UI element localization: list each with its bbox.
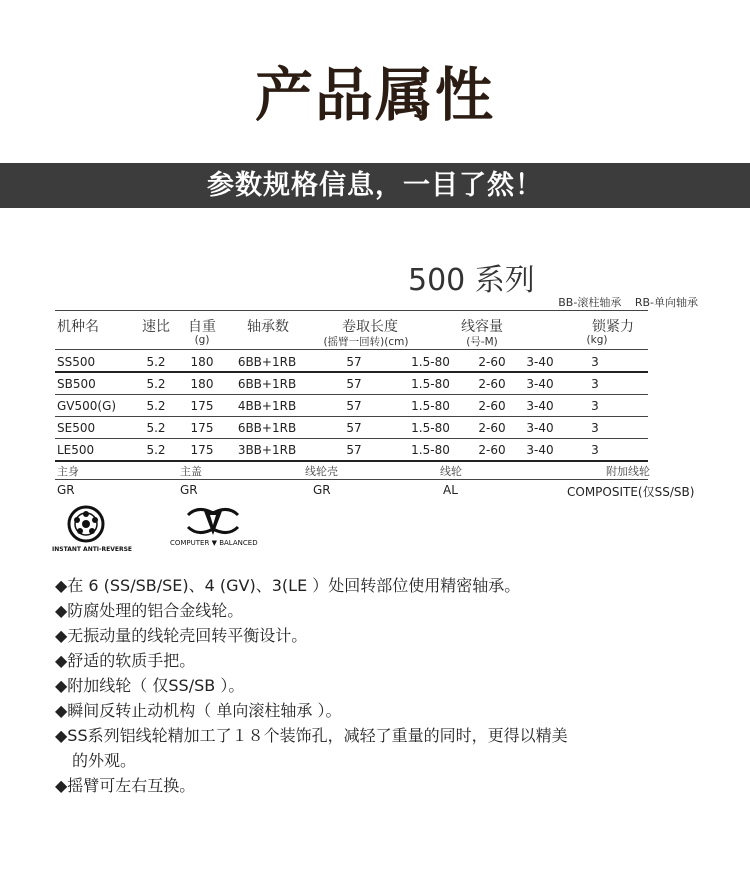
header-capacity-unit: (号-M) <box>466 336 498 348</box>
computer-balanced-logo <box>168 505 258 555</box>
row-capacity-1: 1.5-80 <box>411 399 450 413</box>
row-ratio: 5.2 <box>146 443 166 457</box>
feature-item: ◆SS系列铝线轮精加工了１８个装饰孔，减轻了重量的同时，更得以精美 <box>55 726 568 745</box>
header-drag: 锁紧力 <box>592 319 634 335</box>
row-drag: 3 <box>591 377 599 391</box>
legend-rb: RB-单向轴承 <box>634 296 698 309</box>
row-weight: 180 <box>190 355 214 369</box>
header-retrieve: 卷取长度 <box>342 319 398 335</box>
feature-item: ◆防腐处理的铝合金线轮。 <box>55 601 244 620</box>
row-ratio: 5.2 <box>146 421 166 435</box>
header-bearing: 轴承数 <box>247 319 289 335</box>
row-retrieve: 57 <box>346 421 362 435</box>
row-capacity-3: 3-40 <box>526 355 554 369</box>
table-header-rule <box>55 349 648 350</box>
row-capacity-3: 3-40 <box>526 399 554 413</box>
feature-item: ◆附加线轮（ 仅SS/SB ）。 <box>55 676 245 695</box>
feature-item: ◆瞬间反转止动机构（ 单向滚柱轴承 ）。 <box>55 701 342 720</box>
anti-reverse-caption: INSTANT ANTI-REVERSE <box>52 546 133 553</box>
row-capacity-3: 3-40 <box>526 421 554 435</box>
material-value-spool-housing: GR <box>313 483 331 497</box>
row-capacity-2: 2-60 <box>478 443 506 457</box>
row-weight: 175 <box>190 421 214 435</box>
row-model: LE500 <box>57 443 95 457</box>
material-value-cover: GR <box>180 483 198 497</box>
header-weight-unit: (g) <box>194 334 210 346</box>
row-ratio: 5.2 <box>146 377 166 391</box>
row-bearing: 3BB+1RB <box>237 443 297 457</box>
row-drag: 3 <box>591 443 599 457</box>
row-bearing: 4BB+1RB <box>237 399 297 413</box>
row-drag: 3 <box>591 355 599 369</box>
material-header-cover: 主盖 <box>180 465 202 478</box>
row-capacity-2: 2-60 <box>478 377 506 391</box>
row-rule <box>55 416 648 417</box>
info-banner <box>0 163 750 208</box>
row-capacity-2: 2-60 <box>478 355 506 369</box>
row-rule <box>55 438 648 439</box>
series-title: 500 系列 <box>408 263 535 298</box>
header-model: 机种名 <box>57 319 99 335</box>
material-header-spool-housing: 线轮壳 <box>305 465 338 478</box>
feature-item-continuation <box>55 748 715 773</box>
material-rule <box>55 479 648 480</box>
header-retrieve-unit: (摇臂一回转)(cm) <box>323 336 409 348</box>
row-retrieve: 57 <box>346 443 362 457</box>
row-weight: 175 <box>190 399 214 413</box>
row-rule <box>55 394 648 395</box>
bearing-legend <box>548 294 698 310</box>
row-rule <box>55 371 648 373</box>
feature-continuation-text: 的外观。 <box>72 751 137 770</box>
table-bottom-rule <box>55 460 648 462</box>
legend-bb: BB-滚柱轴承 <box>558 296 622 309</box>
row-model: SS500 <box>57 355 96 369</box>
computer-balanced-icon <box>168 505 258 539</box>
material-header-body: 主身 <box>57 465 79 478</box>
row-model: SB500 <box>57 377 96 391</box>
header-drag-unit: (kg) <box>586 334 608 346</box>
header-weight: 自重 <box>188 319 216 335</box>
row-retrieve: 57 <box>346 399 362 413</box>
page-title: 产品属性 <box>254 61 495 129</box>
row-drag: 3 <box>591 399 599 413</box>
header-capacity: 线容量 <box>461 319 503 335</box>
computer-balanced-left: COMPUTER <box>170 539 210 547</box>
row-bearing: 6BB+1RB <box>237 377 297 391</box>
feature-item: ◆摇臂可左右互换。 <box>55 776 196 795</box>
feature-list <box>55 573 715 798</box>
row-drag: 3 <box>591 421 599 435</box>
row-ratio: 5.2 <box>146 355 166 369</box>
row-weight: 175 <box>190 443 214 457</box>
material-header-spool: 线轮 <box>440 465 462 478</box>
row-weight: 180 <box>190 377 214 391</box>
row-model: GV500(G) <box>57 399 117 413</box>
table-top-rule <box>55 310 648 311</box>
row-capacity-1: 1.5-80 <box>411 355 450 369</box>
row-retrieve: 57 <box>346 355 362 369</box>
row-capacity-3: 3-40 <box>526 443 554 457</box>
anti-reverse-icon <box>55 505 127 547</box>
feature-item: ◆舒适的软质手把。 <box>55 651 196 670</box>
row-retrieve: 57 <box>346 377 362 391</box>
material-header-extra-spool: 附加线轮 <box>606 465 650 478</box>
material-value-body: GR <box>57 483 75 497</box>
row-capacity-2: 2-60 <box>478 399 506 413</box>
row-ratio: 5.2 <box>146 399 166 413</box>
row-model: SE500 <box>57 421 96 435</box>
row-bearing: 6BB+1RB <box>237 355 297 369</box>
row-capacity-3: 3-40 <box>526 377 554 391</box>
header-ratio: 速比 <box>142 319 170 335</box>
feature-item: ◆无振动量的线轮壳回转平衡设计。 <box>55 626 308 645</box>
material-value-extra-spool: COMPOSITE(仅SS/SB) <box>567 485 695 499</box>
row-capacity-2: 2-60 <box>478 421 506 435</box>
computer-balanced-right: BALANCED <box>219 539 258 547</box>
row-capacity-1: 1.5-80 <box>411 443 450 457</box>
row-capacity-1: 1.5-80 <box>411 421 450 435</box>
material-value-spool: AL <box>443 483 458 497</box>
row-bearing: 6BB+1RB <box>237 421 297 435</box>
row-capacity-1: 1.5-80 <box>411 377 450 391</box>
feature-item: ◆在 6 (SS/SB/SE)、4 (GV)、3(LE ）处回转部位使用精密轴承。 <box>55 576 521 595</box>
anti-reverse-logo <box>52 505 133 555</box>
computer-balanced-caption: COMPUTER ▼ BALANCED <box>170 539 258 547</box>
banner-text: 参数规格信息，一目了然！ <box>207 170 543 201</box>
